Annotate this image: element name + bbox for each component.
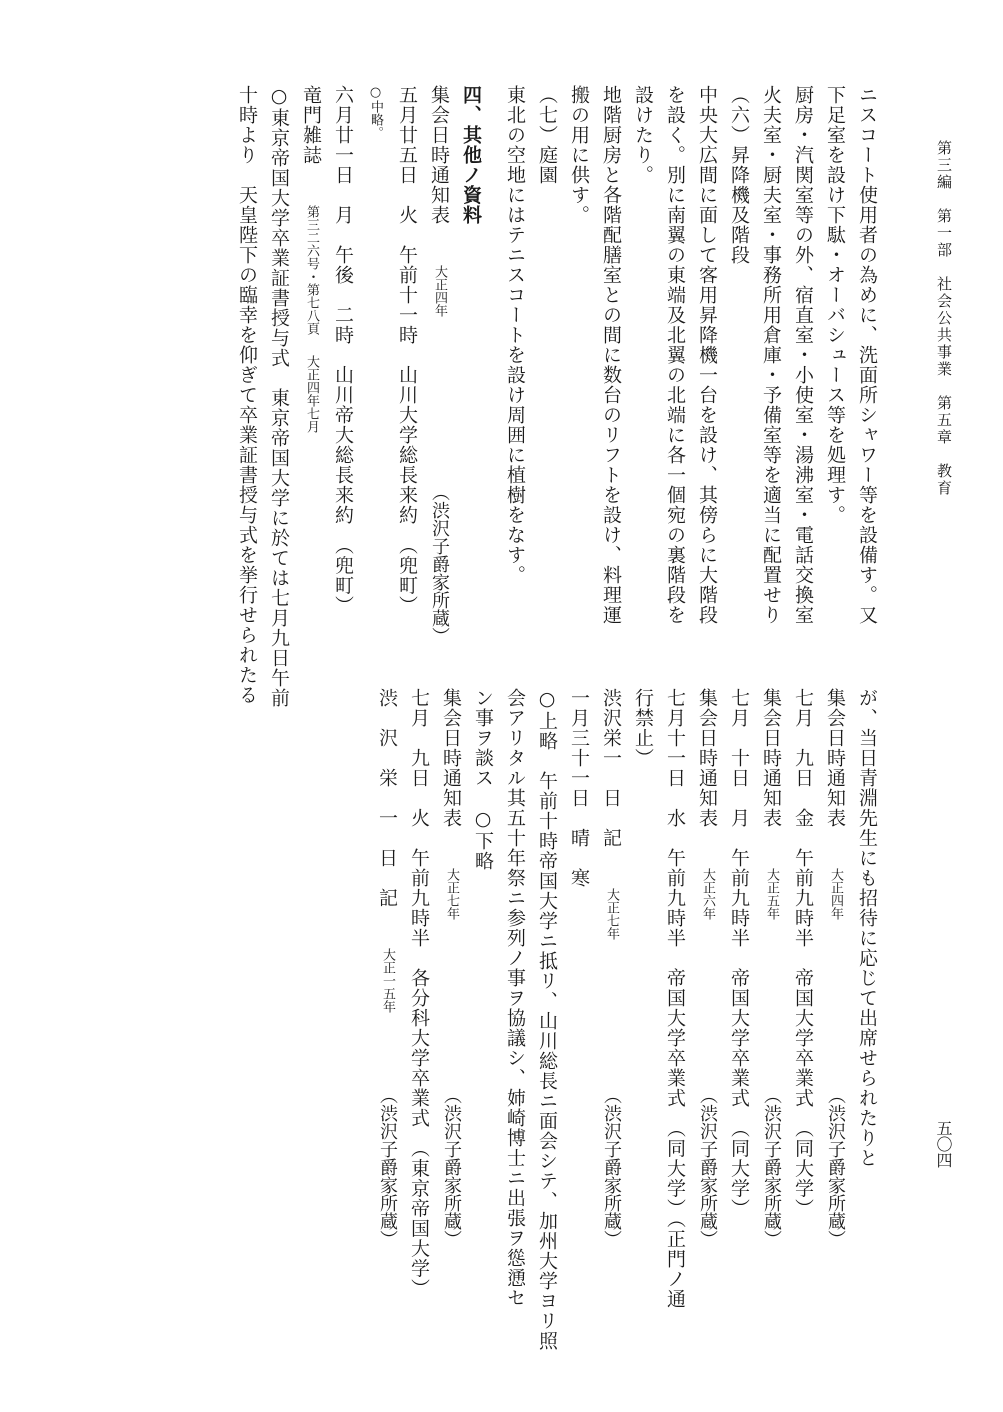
source-note: 第三二六号・第七八頁 — [304, 205, 319, 335]
text-line: 一月三十一日 晴 寒 — [568, 688, 590, 888]
source-owner: （渋沢子爵家所蔵） — [601, 1086, 622, 1248]
source-year: 大正七年 — [604, 888, 619, 940]
running-header: 第三編 第一部 社会公共事業 第五章 教育 — [935, 140, 953, 497]
text-line: ニスコート使用者の為めに、洗面所シャワー等を設備す。又 — [856, 85, 878, 625]
text-line: 厨房・汽関室等の外、宿直室・小使室・湯沸室・電話交換室 — [792, 85, 814, 625]
section-heading: （六）昇降機及階段 — [728, 85, 750, 265]
source-year: 大正四年 — [432, 265, 447, 317]
source-title: 集会日時通知表 — [428, 85, 450, 225]
text-line: ○東京帝国大学卒業証書授与式 東京帝国大学に於ては七月九日午前 — [268, 85, 290, 708]
source-title: 集会日時通知表 — [440, 688, 462, 828]
source-title: 集会日時通知表 — [696, 688, 718, 828]
source-title-line — [423, 85, 455, 645]
source-title: 竜門雑誌 — [300, 85, 322, 165]
text-line: 火夫室・厨夫室・事務所用倉庫・予備室等を適当に配置せり — [760, 85, 782, 625]
source-owner: （渋沢子爵家所蔵） — [441, 1086, 462, 1248]
source-title-line — [595, 688, 627, 1248]
source-owner: （渋沢子爵家所蔵） — [377, 1086, 398, 1248]
upper-text-block — [70, 85, 883, 708]
source-year: 大正一五年 — [380, 948, 395, 1013]
source-title-line — [371, 688, 403, 1248]
text-line: 六月廿一日 月 午後 二時 山川帝大総長来約 （兜町） — [332, 85, 354, 616]
source-owner: （渋沢子爵家所蔵） — [429, 483, 450, 645]
source-title-line — [691, 688, 723, 1248]
lower-text-block — [70, 688, 883, 1351]
text-line: 会アリタル其五十年祭ニ参列ノ事ヲ協議シ、姉崎博士ニ出張ヲ慫慂セ — [504, 688, 526, 1308]
source-title-line — [295, 85, 327, 645]
text-line: ○中略。 — [368, 85, 383, 139]
source-owner: （渋沢子爵家所蔵） — [761, 1086, 782, 1248]
source-title-line — [755, 688, 787, 1248]
source-title: 集会日時通知表 — [824, 688, 846, 828]
source-title: 渋 沢 栄 一 日 記 — [376, 688, 398, 908]
text-line: 七月 九日 金 午前九時半 帝国大学卒業式 （同大学） — [792, 688, 814, 1219]
text-line: ○上略 午前十時帝国大学ニ抵リ、山川総長ニ面会シテ、加州大学ヨリ照 — [536, 688, 558, 1351]
text-line: 行禁止） — [632, 688, 654, 768]
source-year: 大正七年 — [444, 868, 459, 920]
text-line: ン事ヲ談ス ○下略 — [472, 688, 494, 871]
text-line: 搬の用に供す。 — [568, 85, 590, 225]
source-year: 大正五年 — [764, 868, 779, 920]
text-line: 設けたり。 — [632, 85, 654, 185]
text-line: 七月十一日 水 午前九時半 帝国大学卒業式 （同大学）（正門ノ通 — [664, 688, 686, 1309]
text-line: 十時より 天皇陛下の臨幸を仰ぎて卒業証書授与式を挙行せられたる — [236, 85, 258, 705]
text-line: 東北の空地にはテニスコートを設け周囲に植樹をなす。 — [504, 85, 526, 585]
text-line: を設く。別に南翼の東端及北翼の北端に各一個宛の裏階段を — [664, 85, 686, 625]
source-owner: （渋沢子爵家所蔵） — [825, 1086, 846, 1248]
source-title: 集会日時通知表 — [760, 688, 782, 828]
text-line: 下足室を設け下駄・オーバシュース等を処理す。 — [824, 85, 846, 525]
text-line: が、当日青淵先生にも招待に応じて出席せられたりと — [856, 688, 878, 1168]
text-line: 中央大広間に面して客用昇降機一台を設け、其傍らに大階段 — [696, 85, 718, 625]
section-heading: （七）庭園 — [536, 85, 558, 185]
source-year: 大正四年 — [828, 868, 843, 920]
source-title-line — [435, 688, 467, 1248]
source-year: 大正六年 — [700, 868, 715, 920]
source-note: 大正四年七月 — [304, 355, 319, 433]
text-line: 地階厨房と各階配膳室との間に数台のリフトを設け、料理運 — [600, 85, 622, 625]
text-line: 七月 九日 火 午前九時半 各分科大学卒業式 （東京帝国大学） — [408, 688, 430, 1299]
source-title-line — [819, 688, 851, 1248]
text-line: 五月廿五日 火 午前十一時 山川大学総長来約 （兜町） — [396, 85, 418, 616]
chapter-heading: 四、其他ノ資料 — [460, 85, 482, 225]
source-owner: （渋沢子爵家所蔵） — [697, 1086, 718, 1248]
text-line: 七月 十日 月 午前九時半 帝国大学卒業式 （同大学） — [728, 688, 750, 1219]
page-number: 五〇四 — [934, 1120, 953, 1168]
source-title: 渋沢栄一 日 記 — [600, 688, 622, 848]
